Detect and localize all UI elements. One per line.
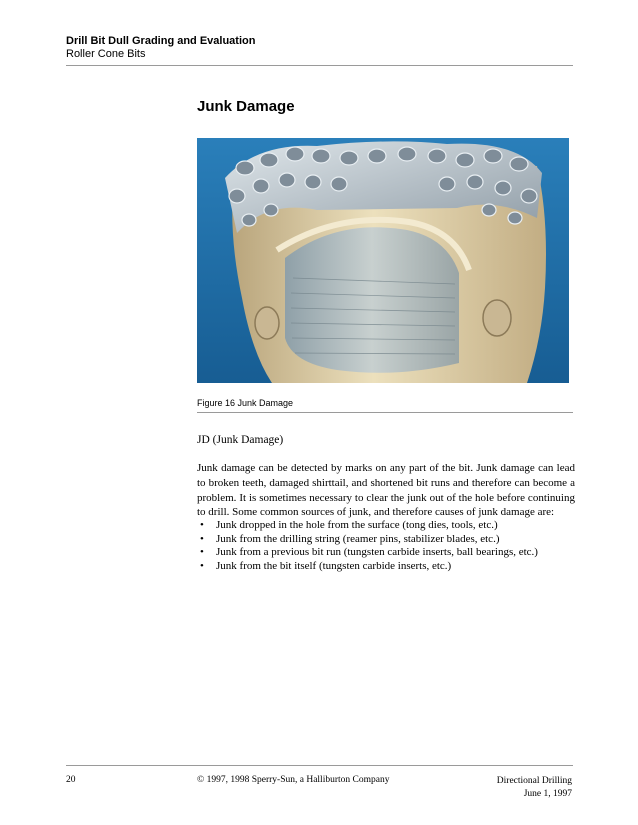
bullet-marker: • bbox=[200, 559, 204, 572]
footer-divider bbox=[66, 765, 573, 766]
bullet-marker: • bbox=[200, 532, 204, 545]
list-item bbox=[197, 519, 575, 533]
footer-doc-info bbox=[497, 775, 572, 801]
section-title: Junk Damage bbox=[197, 98, 295, 115]
dull-code-heading: JD (Junk Damage) bbox=[197, 434, 284, 446]
footer-date: June 1, 1997 bbox=[523, 789, 572, 799]
junk-damage-photo bbox=[197, 138, 569, 383]
caption-divider bbox=[197, 412, 573, 413]
copyright-notice: © 1997, 1998 Sperry-Sun, a Halliburton Company bbox=[197, 775, 390, 785]
list-item-text: Junk from the bit itself (tungsten carbide inserts, etc.) bbox=[216, 559, 452, 572]
list-item-text: Junk from a previous bit run (tungsten carbide inserts, ball bearings, etc.) bbox=[216, 546, 538, 559]
list-item bbox=[197, 533, 575, 547]
body-paragraph: Junk damage can be detected by marks on any part of the bit. Junk damage can lead to broken teeth, damaged shirttail, and shortened bit runs and therefore can become a problem. It is sometimes necessary to clear the junk out of the hole before continuing to drill. Some common sources of junk, and therefore causes of junk damage are: bbox=[197, 462, 575, 519]
page-number: 20 bbox=[66, 775, 76, 785]
running-header-subtitle: Roller Cone Bits bbox=[66, 48, 146, 60]
list-item-text: Junk from the drilling string (reamer pins, stabilizer blades, etc.) bbox=[216, 532, 500, 545]
bullet-marker: • bbox=[200, 546, 204, 559]
figure-caption: Figure 16 Junk Damage bbox=[197, 398, 294, 408]
list-item bbox=[197, 546, 575, 560]
bullet-marker: • bbox=[200, 519, 204, 531]
list-item bbox=[197, 560, 575, 574]
footer-doc-title: Directional Drilling bbox=[496, 776, 572, 786]
junk-sources-list bbox=[197, 519, 575, 573]
header-divider bbox=[66, 65, 573, 66]
running-header-title: Drill Bit Dull Grading and Evaluation bbox=[66, 35, 256, 47]
list-item-text: Junk dropped in the hole from the surface (tong dies, tools, etc.) bbox=[216, 519, 498, 531]
